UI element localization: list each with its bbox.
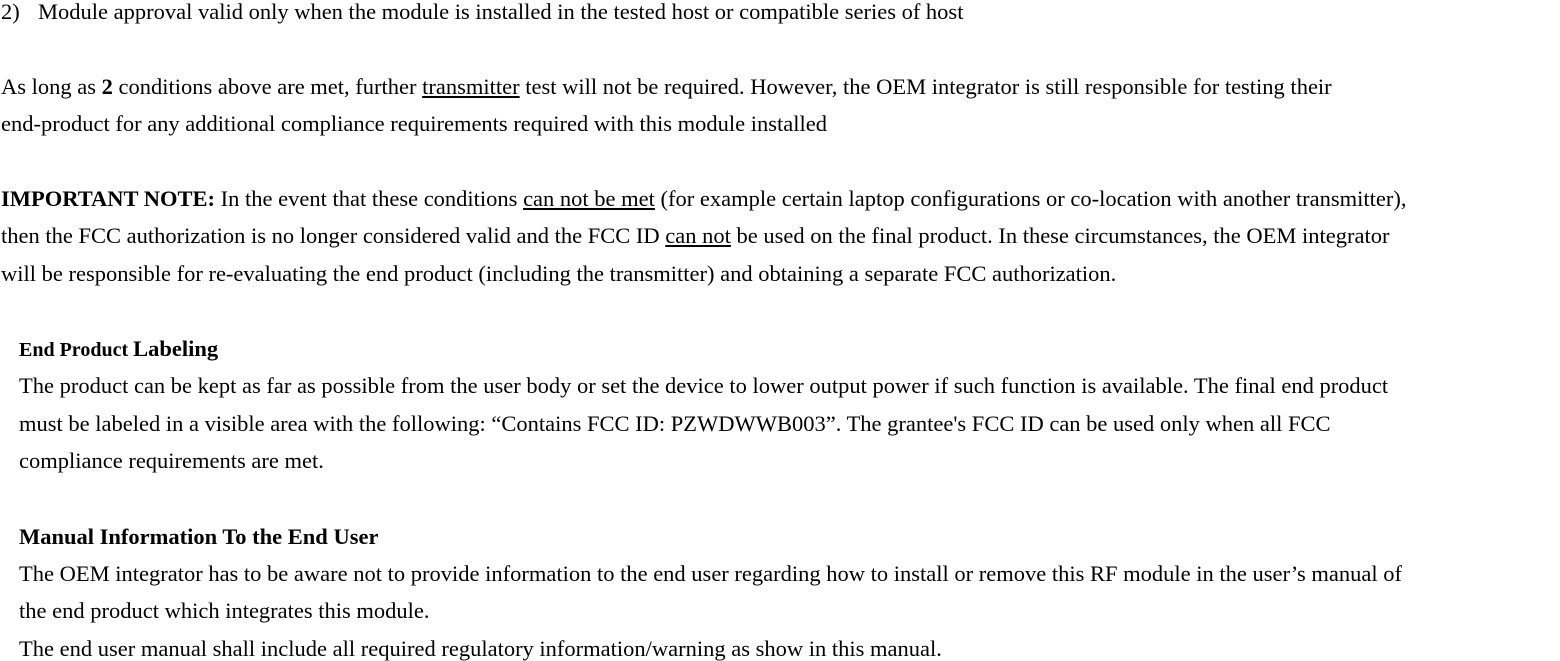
manual-line-3 <box>19 638 942 661</box>
manual-line-2 <box>19 600 430 623</box>
text-run: compliance requirements are met. <box>19 448 324 473</box>
text-run: The end user manual shall include all required regulatory information/warning as show in this manual. <box>19 636 942 661</box>
list-item-2 <box>1 1 963 24</box>
underlined-term: can not be met <box>523 186 655 211</box>
text-run: The product can be kept as far as possible from the user body or set the device to lower output power if such function is available. The final end product <box>19 373 1389 398</box>
text-run: the end product which integrates this module. <box>19 598 430 623</box>
text-run: As long as <box>1 74 102 99</box>
text-run: be used on the final product. In these circumstances, the OEM integrator <box>730 223 1390 248</box>
underlined-term: transmitter <box>422 74 520 99</box>
emphasis-number: 2 <box>101 74 113 99</box>
labeling-line-3 <box>19 450 324 473</box>
manual-line-1 <box>19 563 1402 586</box>
paragraph-conditions-line-2 <box>1 113 827 136</box>
text-run: (for example certain laptop configurations or co-location with another transmitter), <box>654 186 1407 211</box>
heading-text: Manual Information To the End User <box>19 524 379 549</box>
labeling-line-2 <box>19 413 1331 436</box>
list-item-text: Module approval valid only when the module is installed in the tested host or compatible series of host <box>38 0 964 24</box>
heading-part: End Product <box>19 339 134 361</box>
text-run: then the FCC authorization is no longer considered valid and the FCC ID <box>1 223 666 248</box>
text-run: The OEM integrator has to be aware not to provide information to the end user regarding how to install or remove this RF module in the user’s manual of <box>19 561 1403 586</box>
text-run: must be labeled in a visible area with the following: “Contains FCC ID: PZWDWWB003”. The grantee's FCC ID can be used only when all FCC <box>19 411 1331 436</box>
list-item-number: 2) <box>1 0 20 24</box>
heading-part: Labeling <box>133 336 219 361</box>
labeling-line-1 <box>19 375 1388 398</box>
underlined-term: can not <box>665 223 731 248</box>
important-note-label: IMPORTANT NOTE: <box>1 186 216 211</box>
important-note-line-2 <box>1 225 1389 248</box>
section-heading-labeling <box>19 338 218 361</box>
text-run: conditions above are met, further <box>112 74 423 99</box>
section-heading-manual <box>19 526 378 549</box>
text-run: In the event that these conditions <box>215 186 524 211</box>
important-note-line-1 <box>1 188 1407 211</box>
text-run: will be responsible for re-evaluating the end product (including the transmitter) and obtaining a separate FCC authorization. <box>1 261 1117 286</box>
important-note-line-3 <box>1 263 1116 286</box>
text-run: test will not be required. However, the OEM integrator is still responsible for testing their <box>519 74 1332 99</box>
paragraph-conditions-line-1 <box>1 76 1332 99</box>
text-run: end-product for any additional compliance requirements required with this module installed <box>1 111 828 136</box>
